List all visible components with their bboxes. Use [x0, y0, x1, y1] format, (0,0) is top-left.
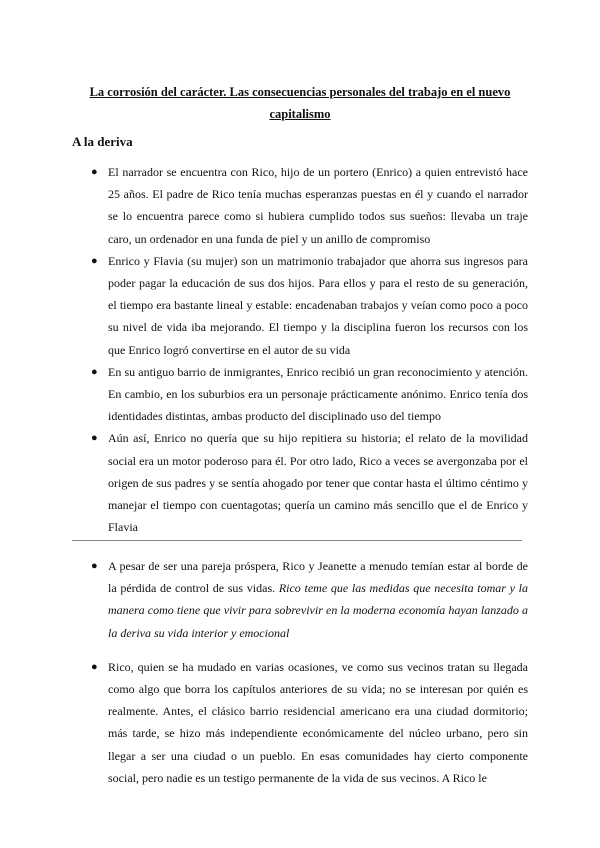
bullet-icon: ● — [91, 166, 98, 178]
document-title: La corrosión del carácter. Las consecuencias personales del trabajo en el nuevo capitalismo — [89, 85, 511, 121]
list-item-text: Rico, quien se ha mudado en varias ocasiones, ve como sus vecinos tratan su llegada como algo que borra los capítulos anteriores de su vida; no se interesan por quién es realmente. Antes, el clásico barrio residencial americano era una ciudad dormitorio; más tarde, se hizo más independiente económicamente del núcleo urbano, pero sin llegar a ser una ciudad o un pueblo. En esas comunidades hay cierto componente social, pero nadie es un testigo permanente de la vida de sus vecinos. A Rico le — [108, 659, 528, 785]
list-item — [91, 250, 528, 361]
bullet-icon: ● — [91, 432, 98, 445]
bullet-icon: ● — [91, 660, 98, 673]
bullet-icon: ● — [91, 254, 98, 267]
section-divider — [72, 540, 522, 541]
bullet-list-part1 — [0, 161, 600, 538]
list-item-text: Aún así, Enrico no quería que su hijo repitiera su historia; el relato de la movilidad social era un motor poderoso para él. Por otro lado, Rico a veces se avergonzaba por el origen de sus padres y se sentía ahogado por tener que contar hasta el último céntimo y manejar el tiempo con cuentagotas; quería un camino más sencillo que el de Enrico y Flavia — [108, 431, 528, 535]
bullet-icon: ● — [91, 365, 98, 378]
section-heading: A la deriva — [72, 134, 133, 149]
list-item — [91, 161, 528, 250]
list-item-italic-text: Rico teme que las medidas que necesita tomar y la manera como tiene que vivir para sobrevivir en la moderna economía hayan lanzado a la deriva su vida interior y emocional — [108, 581, 528, 640]
list-item — [91, 427, 528, 538]
list-item-text: Enrico y Flavia (su mujer) son un matrimonio trabajador que ahorra sus ingresos para poder pagar la educación de sus dos hijos. Para ellos y para el resto de su generación, el tiempo era bastante lineal y estable: encadenaban trabajos y veían como poco a poco su nivel de vida iba mejorando. El tiempo y la disciplina fueron los recursos con los que Enrico logró convertirse en el autor de su vida — [108, 253, 528, 357]
list-item-text: El narrador se encuentra con Rico, hijo de un portero (Enrico) a quien entrevistó hace 25 años. El padre de Rico tenía muchas esperanzas puestas en él y cuando el narrador se lo encuentra parece como si hubiera cumplido todos sus sueños: llevaba un traje caro, un ordenador en una funda de piel y un anillo de compromiso — [108, 165, 528, 246]
list-item — [91, 555, 528, 644]
bullet-list-part2 — [0, 555, 600, 789]
list-item — [91, 656, 528, 789]
list-item — [91, 361, 528, 428]
bullet-icon: ● — [91, 560, 98, 572]
list-item-text: En su antiguo barrio de inmigrantes, Enrico recibió un gran reconocimiento y atención. En cambio, en los suburbios era un personaje prácticamente anónimo. Enrico tenía dos identidades distintas, ambas producto del disciplinado uso del tiempo — [108, 364, 528, 424]
list-item-text: A pesar de ser una pareja próspera, Rico y Jeanette a menudo temían estar al borde de la pérdida de control de sus vidas. — [108, 559, 528, 596]
